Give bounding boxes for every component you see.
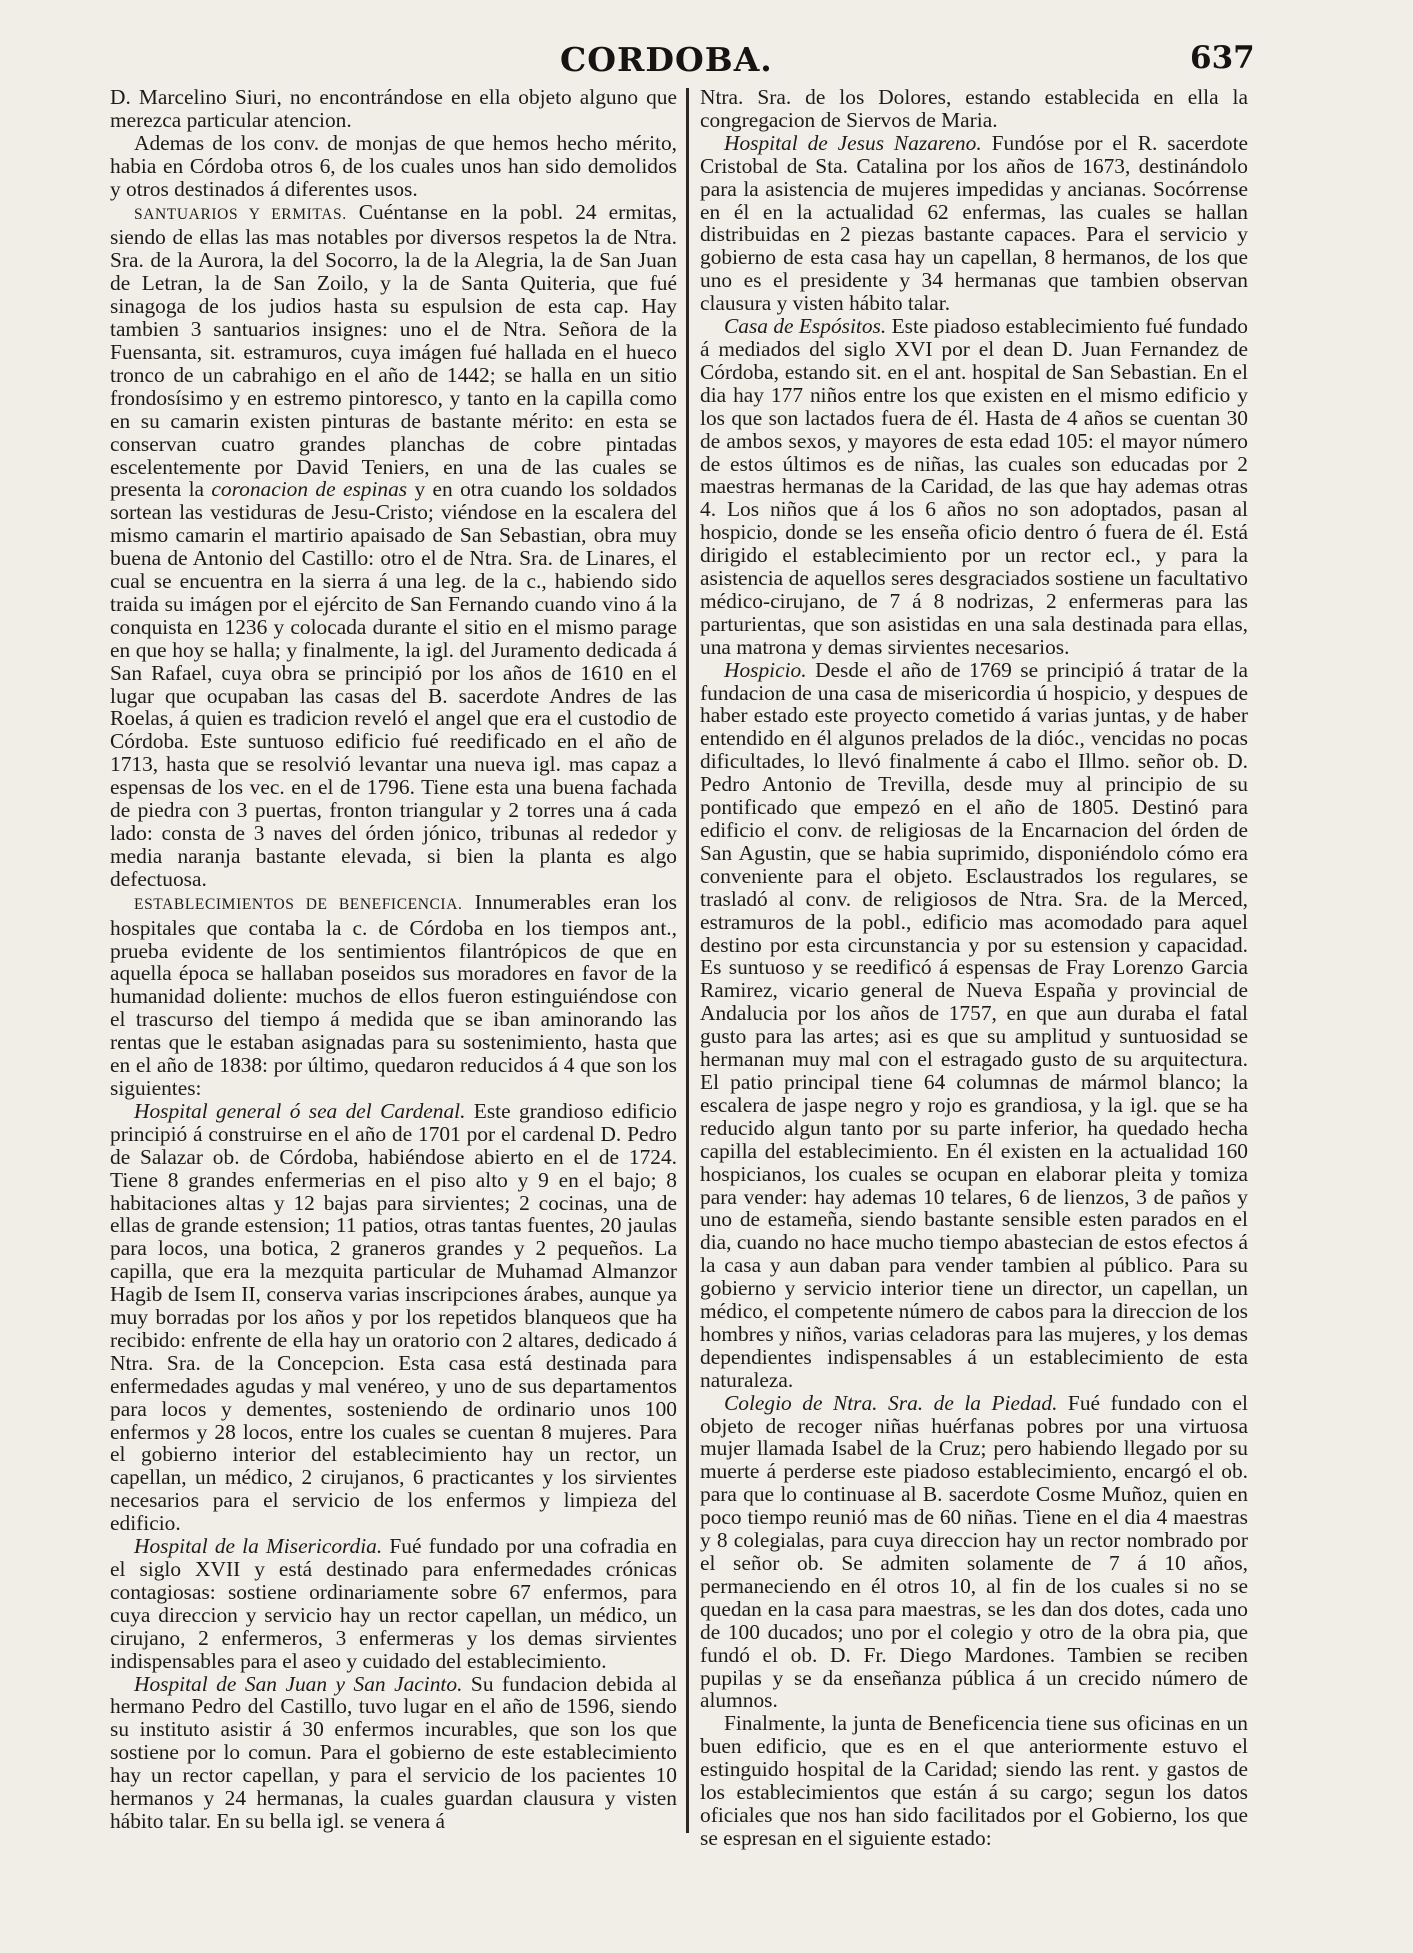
heading-colegio-piedad: Colegio de Ntra. Sra. de la Piedad.	[724, 1390, 1058, 1415]
heading-hospicio: Hospicio.	[724, 657, 807, 682]
hospicio-text: Desde el año de 1769 se principió á tratar de la fundacion de una casa de misericordia ú hospicio, y despues de haber estado este proyecto cometido á varias juntas, y de haber entendido en él algunos prelados de la dióc., vencidas no pocas dificultades, lo llevó finalmente á cabo el Illmo. señor ob. D. Pedro Antonio de Trevilla, desde muy al principio de su pontificado que empezó en el año de 1805. Destinó para edificio el conv. de religiosas de la Encarnacion del órden de San Agustin, que se habia suprimido, disponiéndolo cómo era conveniente para el objeto. Esclaustrados los regulares, se trasladó al conv. de religiosos de Ntra. Sra. de la Merced, estramuros de la pobl., edificio mas acomodado para aquel destino por esta circunstancia y por su estension y capacidad. Es suntuoso y se reedificó á espensas de Fray Lorenzo Garcia Ramirez, vicario general de Nueva España y provincial de Andalucia por los años de 1757, en que aun duraba el fatal gusto para las artes; asi es que su amplitud y suntuosidad se hermanan muy mal con el estragado gusto de su arquitectura. El patio principal tiene 64 columnas de mármol blanco; la escalera de jaspe negro y rojo es grandiosa, y la igl. que se ha reducido algun tanto por su parte inferior, ha quedado hecha capilla del establecimiento. En él existen en la actualidad 160 hospicianos, los cuales se ocupan en elaborar pleita y tomiza para vender: hay ademas 10 telares, 6 de lienzos, 3 de paños y uno de estameña, siendo bastante sensible esten parados en el dia, cuando no hace mucho tiempo abastecian de estos efectos á la casa y aun daban para vender tambien al público. Para su gobierno y servicio interior tiene un director, un capellan, un médico, el competente número de cabos para la direccion de los hombres y niños, varias celadoras para las mujeres, y los demas dependientes indispensables á un establecimiento de esta naturaleza.	[700, 657, 1248, 1392]
heading-casa-espositos: Casa de Espósitos.	[724, 314, 887, 339]
beneficencia-text: Innumerables eran los hospitales que contaba la c. de Córdoba en los tiempos ant., prueba evidente de los sentimientos filantrópicos de que en aquella época se hallaban poseidos sus moradores en favor de la humanidad doliente: muchos de ellos fueron estinguiéndose con el trascurso del tiempo á medida que se iban aminorando las rentas que le estaban asignadas para su sostenimiento, hasta que en el año de 1838: por último, quedaron reducidos á 4 que son los siguientes:	[110, 889, 678, 1100]
santuarios-text-continued: y en otra cuando los soldados sortean las vestiduras de Jesu-Cristo; viéndose en la escalera del mismo camarin el martirio apaisado de San Sebastian, obra muy buena de Antonio del Castillo: otro el de Ntra. Sra. de Linares, el cual se encuentra en la sierra á una leg. de la c., habiendo sido traida su imágen por el ejército de San Fernando cuando vino á la conquista en 1236 y colocada durante el sitio en el mismo parage en que hoy se halla; y finalmente, la igl. del Juramento dedicada á San Rafael, cuya obra se principió por los años de 1610 en el lugar que ocupaban las casas del B. sacerdote Andres de las Roelas, á quien es tradicion reveló el angel que era el custodio de Córdoba. Este suntuoso edificio fué reedificado en el año de 1713, hasta que se resolvió levantar una nueva igl. mas capaz a espensas de los vec. en el de 1796. Tiene esta una buena fachada de piedra con 3 puertas, fronton triangular y 2 torres una á cada lado: consta de 3 naves del órden jónico, tribunas al rededor y media naranja bastante elevada, si bien la planta es algo defectuosa.	[110, 477, 677, 891]
santuarios-italic-text: coronacion de espinas	[211, 477, 408, 502]
casa-espositos-text: Este piadoso establecimiento fué fundado á mediados del siglo XVI por el dean D. Juan Fernandez de Córdoba, estando sit. en el ant. hospital de San Sebastian. En el dia hay 177 niños entre los que existen en el mismo edificio y los que son lactados fuera de él. Hasta de 4 años se cuentan 30 de ambos sexos, y mayores de esta edad 105: el mayor número de estos últimos es de niñas, las cuales son educadas por 2 maestras hermanas de la Caridad, de las que hay ademas otras 4. Los niños que á los 6 años no son adoptados, pasan al hospicio, donde se les enseña oficio dentro ó fuera de él. Está dirigido el establecimiento por un rector ecl., y para la asistencia de aquellos seres desgraciados sostiene un facultativo médico-cirujano, de 7 á 8 nodrizas, 2 enfermeras para las parturientas, que son asistidas en una sala destinada para ellas, una matrona y demas sirvientes necesarios.	[700, 314, 1248, 659]
column-divider	[686, 88, 689, 1833]
paragraph-intro: D. Marcelino Siuri, no encontrándose en ella objeto alguno que merezca particular atencion.	[110, 85, 677, 132]
paragraph-convents: Ademas de los conv. de monjas de que hemos hecho mérito, habia en Córdoba otros 6, de los cuales unos han sido demolidos y otros destinados á diferentes usos.	[110, 130, 677, 201]
paragraph-hospicio	[700, 659, 1248, 1392]
paragraph-finalmente: Finalmente, la junta de Beneficencia tiene sus oficinas en un buen edificio, que es en el que anteriormente estuvo el estinguido hospital de la Caridad; siendo las rent. y gastos de los establecimientos que están á su cargo; segun los datos oficiales que nos han sido facilitados por el Gobierno, los que se espresan en el siguiente estado:	[700, 1711, 1248, 1850]
paragraph-hospital-general	[110, 1100, 677, 1535]
paragraph-hospital-misericordia	[110, 1535, 677, 1672]
heading-jesus-nazareno: Hospital de Jesus Nazareno.	[724, 130, 982, 155]
section-heading-santuarios: SANTUARIOS Y ERMITAS.	[134, 205, 347, 223]
heading-hospital-san-juan: Hospital de San Juan y San Jacinto.	[134, 1671, 463, 1696]
hospital-misericordia-text: Fué fundado por una cofradia en el siglo XVII y está destinado para enfermedades crónicas contagiosas: sostiene ordinariamente sobre 67 enfermos, para cuya direccion y servicio hay un rector capellan, un médico, un cirujano, 2 enfermeros, 3 enfermeras y los demas sirvientes indispensables para el aseo y cuidado del establecimiento.	[110, 1534, 677, 1673]
hospital-general-text: Este grandioso edificio principió á construirse en el año de 1701 por el cardenal D. Pedro de Salazar ob. de Córdoba, habiéndose abierto en el de 1724. Tiene 8 grandes enfermerias en el piso alto y 9 en el bajo; 8 habitaciones altas y 12 bajas para sirvientes; 2 cocinas, una de ellas de grande estension; 11 patios, otras tantas fuentes, 20 jaulas para locos, una botica, 2 graneros grandes y 2 pequeños. La capilla, que era la mezquita particular de Muhamad Almanzor Hagib de Isem II, conserva varias inscripciones árabes, aunque ya muy borradas por los años y por los repetidos blanqueos que ha recibido: enfrente de ella hay un oratorio con 2 altares, dedicado á Ntra. Sra. de la Concepcion. Esta casa está destinada para enfermedades agudas y mal venéreo, y uno de sus departamentos para locos y dementes, sosteniendo de ordinario unos 100 enfermos y 28 locos, entre los cuales se cuentan 8 mujeres. Para el gobierno interior del establecimiento hay un rector, un capellan, un médico, 2 cirujanos, 6 practicantes y los sirvientes necesarios para el servicio de los enfermos y limpieza del edificio.	[110, 1098, 677, 1536]
heading-hospital-misericordia: Hospital de la Misericordia.	[134, 1534, 383, 1559]
hospital-san-juan-text: Su fundacion debida al hermano Pedro del Castillo, tuvo lugar en el año de 1596, siendo su instituto asistir á 30 enfermos incurables, que son los que sostiene por lo comun. Para el gobierno de este establecimiento hay un rector capellan, y para el servicio de los pacientes 10 hermanos y 24 hermanas, la cuales guardan clausura y visten hábito talar. En su bella igl. se venera á	[110, 1671, 677, 1833]
page-number: 637	[1190, 40, 1255, 76]
santuarios-text: Cuéntanse en la pobl. 24 ermitas, siendo de ellas las mas notables por diversos respetos la de Ntra. Sra. de la Aurora, la del Socorro, la de la Alegria, la de San Juan de Letran, la de San Zoilo, y la de Santa Quiteria, que fué sinagoga de los judios hasta su espulsion de esta cap. Hay tambien 3 santuarios insignes: uno el de Ntra. Señora de la Fuensanta, sit. estramuros, cuya imágen fué hallada en el hueco tronco de un cabrahigo en el año de 1442; se halla en un sitio frondosísimo y en estremo pintoresco, y tanto en la capilla como en su camarin existen pinturas de bastante mérito: en esta se conservan cuatro grandes planchas de cobre pintadas escelentemente por David Teniers, en una de las cuales se presenta la	[110, 199, 677, 502]
paragraph-jesus-nazareno	[700, 132, 1248, 315]
running-header	[0, 40, 1413, 90]
left-column	[110, 86, 677, 1833]
paragraph-casa-espositos	[700, 315, 1248, 659]
right-column	[700, 86, 1248, 1850]
paragraph-beneficencia	[110, 891, 677, 1100]
heading-hospital-general: Hospital general ó sea del Cardenal.	[134, 1098, 466, 1123]
section-heading-beneficencia: ESTABLECIMIENTOS DE BENEFICENCIA.	[134, 895, 463, 913]
jesus-nazareno-text: Fundóse por el R. sacerdote Cristobal de Sta. Catalina por los años de 1673, destinándolo para la asistencia de mujeres impedidas y ancianas. Socórrense en él en la actualidad 62 enfermas, las cuales se hallan distribuidas en 2 piezas bastante capaces. Para el servicio y gobierno de esta casa hay un capellan, 8 hermanos, de los que uno es el presidente y 34 hermanas que tambien observan clausura y visten hábito talar.	[700, 130, 1249, 316]
paragraph-hospital-san-juan	[110, 1673, 677, 1833]
paragraph-santuarios	[110, 201, 677, 891]
paragraph-colegio-piedad	[700, 1392, 1248, 1713]
colegio-piedad-text: Fué fundado con el objeto de recoger niñas huérfanas pobres por una virtuosa mujer llamada Isabel de la Cruz; pero habiendo llegado por su muerte á perderse este piadoso establecimiento, encargó el ob. para que lo continuase al B. sacerdote Cosme Muñoz, quien en poco tiempo reunió mas de 60 niñas. Tiene en el dia 4 maestras y 8 colegialas, para cuya direccion hay un rector nombrado por el señor ob. Se admiten solamente de 7 á 10 años, permaneciendo en él otros 10, al fin de los cuales si no se quedan en la casa para maestras, se les dan dos dotes, cada uno de 100 ducados; uno por el colegio y otro de la obra pia, que fundó el ob. D. Fr. Diego Mardones. Tambien se reciben pupilas y se da enseñanza pública á un crecido número de alumnos.	[700, 1390, 1248, 1713]
page-title: CORDOBA.	[560, 40, 773, 79]
paragraph-continuation: Ntra. Sra. de los Dolores, estando establecida en ella la congregacion de Siervos de Maria.	[700, 85, 1248, 132]
